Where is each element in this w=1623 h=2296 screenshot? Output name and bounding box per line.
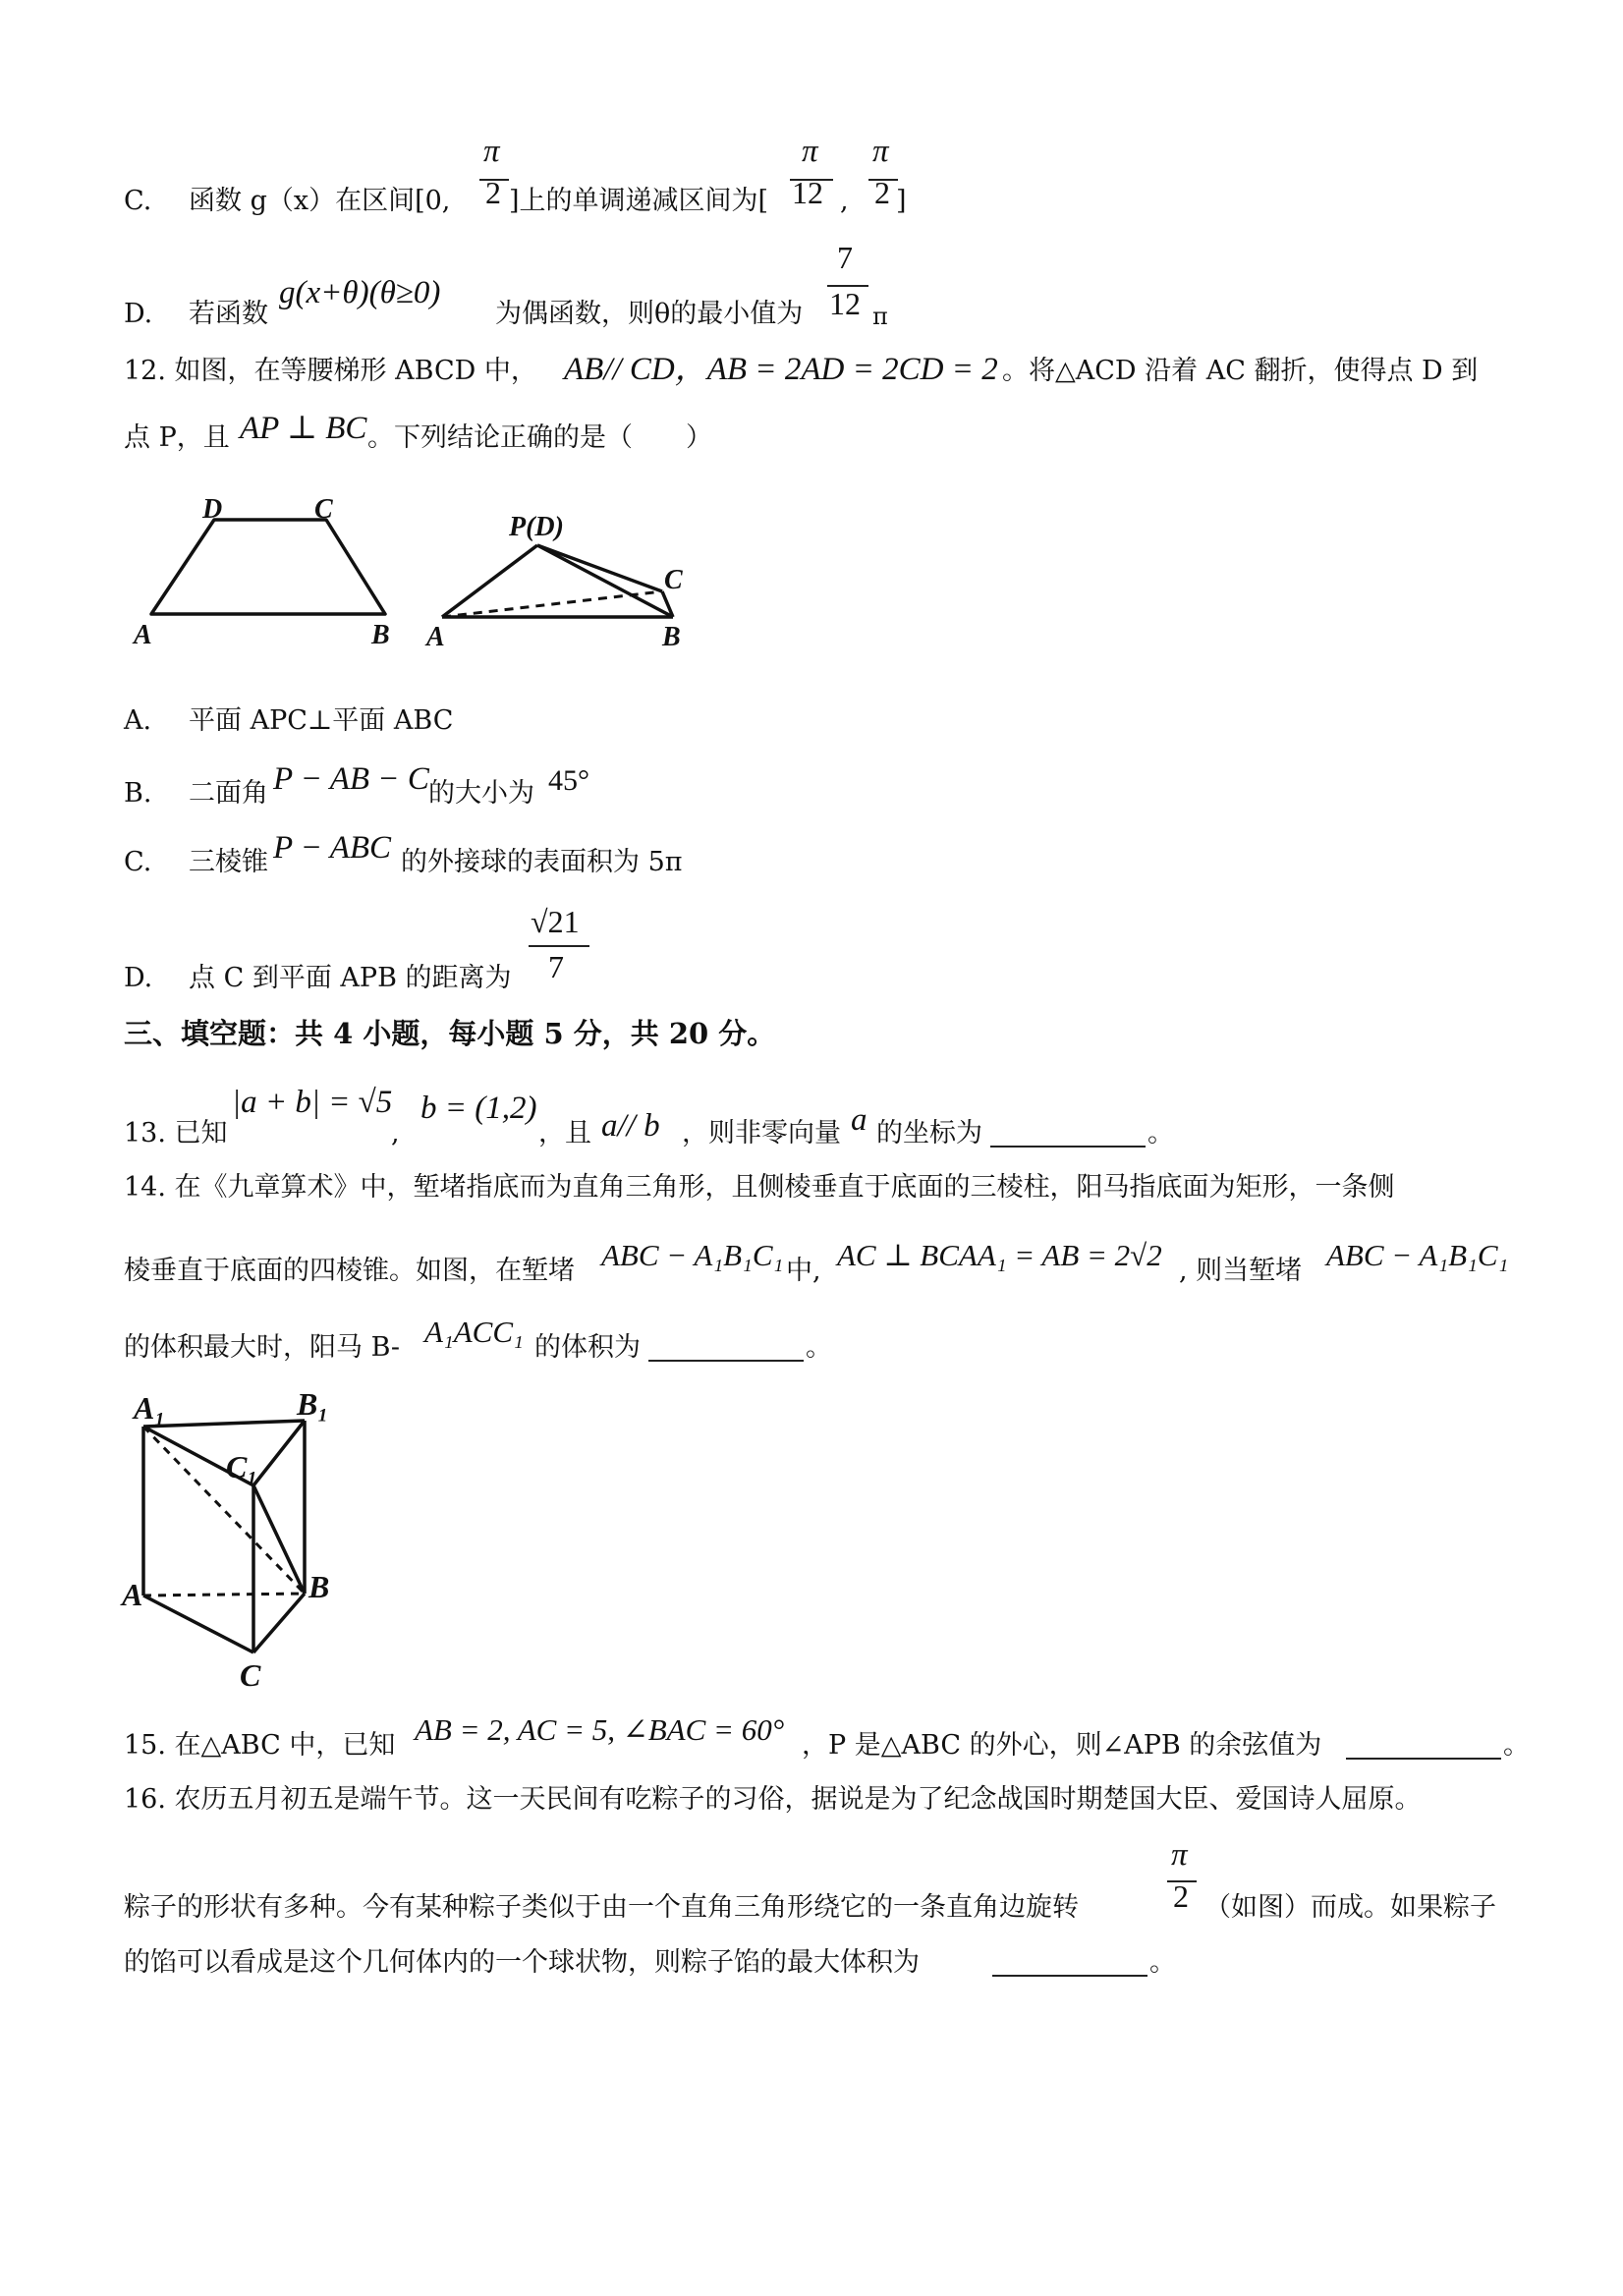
question-text: 棱垂直于底面的四棱锥。如图，在堑堵 — [124, 1256, 575, 1286]
question-text: , 则当堑堵 — [1179, 1256, 1303, 1286]
period: 。 — [1503, 1730, 1530, 1761]
math-expression: ABC − A₁B₁C₁ — [601, 1238, 784, 1272]
fraction-denominator: 7 — [548, 949, 564, 984]
option-text: 平面 APC⊥平面 ABC — [189, 705, 454, 736]
math-expression: a// b — [601, 1108, 660, 1144]
question-text: 14. 在《九章算术》中，堑堵指底而为直角三角形，且侧棱垂直于底面的三棱柱，阳马指底面为矩形，一条侧 — [124, 1172, 1395, 1203]
math-expression: g(x+θ)(θ≥0) — [279, 275, 441, 310]
math-expression: a — [851, 1102, 867, 1138]
answer-blank — [1346, 1758, 1501, 1760]
fig-label-c1: C₁ — [226, 1449, 258, 1484]
pi-symbol: π — [872, 303, 888, 330]
question-text: 粽子的形状有多种。今有某种粽子类似于由一个直角三角形绕它的一条直角边旋转 — [124, 1892, 1079, 1923]
fig-label-c: C — [664, 565, 683, 595]
fig-label-b: B — [662, 622, 681, 652]
period: 。 — [1149, 1947, 1176, 1978]
question-text: 16. 农历五月初五是端午节。这一天民间有吃粽子的习俗，据说是为了纪念战国时期楚国大臣、爱国诗人屈原。 — [124, 1784, 1422, 1815]
fraction-numerator: π — [1171, 1837, 1188, 1873]
math-expression: AC ⊥ BCAA₁ = AB = 2√2 — [837, 1238, 1162, 1272]
angle-value: 45° — [548, 764, 589, 797]
fig-label-d: D — [202, 494, 223, 525]
fraction-numerator: 7 — [837, 240, 853, 275]
fig-label-a: A — [122, 1577, 143, 1612]
period: 。 — [1147, 1118, 1174, 1148]
option-text: 点 C 到平面 APB 的距离为 — [189, 963, 512, 993]
math-expression: ABC − A₁B₁C₁ — [1326, 1238, 1509, 1272]
math-expression: P − AB − C — [273, 761, 429, 797]
option-text: 二面角 — [189, 778, 268, 809]
question-text: ，P 是△ABC 的外心，则∠APB 的余弦值为 — [802, 1730, 1322, 1761]
fig-label-a1: A₁ — [134, 1390, 166, 1426]
section-heading: 三、填空题：共 4 小题，每小题 5 分，共 20 分。 — [124, 1017, 776, 1050]
math-expression: b = (1,2) — [420, 1091, 537, 1126]
fraction-numerator: √21 — [531, 904, 580, 939]
math-expression: AB = 2, AC = 5, ∠BAC = 60° — [415, 1712, 785, 1747]
option-letter: C. — [124, 847, 152, 877]
fraction-numerator: π — [802, 134, 818, 169]
math-expression: |a + b| = √5 — [232, 1085, 393, 1120]
answer-blank — [992, 1975, 1147, 1977]
question-text: 12. 如图，在等腰梯形 ABCD 中， — [124, 356, 537, 386]
question-text: 的体积为 — [534, 1332, 641, 1363]
option-text: ]上的单调递减区间为[ — [509, 186, 769, 216]
question-text: 15. 在△ABC 中，已知 — [124, 1730, 396, 1761]
question-text: ，则非零向量 — [682, 1118, 841, 1148]
option-text: 若函数 — [189, 299, 268, 329]
comma: , — [840, 186, 849, 216]
math-expression: AP ⊥ BC — [240, 411, 367, 446]
answer-blank — [648, 1360, 804, 1362]
option-text: 的外接球的表面积为 5π — [401, 847, 683, 877]
fraction-denominator: 12 — [792, 175, 823, 210]
fig-label-b1: B₁ — [297, 1386, 329, 1422]
question-text: 中, — [786, 1256, 821, 1286]
fraction-denominator: 2 — [485, 175, 501, 210]
fraction-numerator: π — [872, 134, 889, 169]
question-text: 点 P，且 — [124, 422, 230, 453]
question-text: ，且 — [538, 1118, 591, 1148]
math-expression: A₁ACC₁ — [424, 1315, 524, 1349]
fraction-denominator: 2 — [874, 175, 890, 210]
option-letter: D. — [124, 299, 153, 329]
answer-blank — [990, 1146, 1146, 1148]
fig-label-b: B — [371, 620, 390, 650]
bracket: ] — [896, 186, 907, 216]
option-letter: C. — [124, 186, 152, 216]
option-letter: A. — [124, 705, 152, 736]
prism-figure — [122, 1385, 367, 1693]
trapezoid-figure — [128, 496, 413, 653]
fig-label-a: A — [426, 622, 445, 652]
folded-tetrahedron-figure — [422, 506, 707, 663]
fig-label-a: A — [134, 620, 152, 650]
option-text: 三棱锥 — [189, 847, 268, 877]
fraction-denominator: 2 — [1173, 1878, 1189, 1914]
option-letter: B. — [124, 778, 152, 809]
option-letter: D. — [124, 963, 153, 993]
fig-label-p: P(D) — [509, 512, 564, 542]
question-text: 。下列结论正确的是（ ） — [367, 422, 712, 453]
option-text: 为偶函数，则θ的最小值为 — [495, 299, 804, 329]
option-text: 的大小为 — [428, 778, 534, 809]
fig-label-c: C — [240, 1657, 261, 1693]
comma: , — [391, 1118, 400, 1148]
question-text: 的体积最大时，阳马 B- — [124, 1332, 401, 1363]
fraction-denominator: 12 — [829, 286, 861, 321]
question-text: 的馅可以看成是这个几何体内的一个球状物，则粽子馅的最大体积为 — [124, 1947, 920, 1978]
question-text: （如图）而成。如果粽子 — [1204, 1892, 1496, 1923]
math-expression: AB// CD，AB = 2AD = 2CD = 2 — [564, 352, 998, 387]
fig-label-c: C — [314, 494, 333, 525]
fig-label-b: B — [308, 1569, 330, 1604]
option-text: 函数 g（x）在区间[0, — [189, 186, 451, 216]
period: 。 — [806, 1332, 832, 1363]
fraction-bar — [529, 945, 589, 947]
math-expression: P − ABC — [273, 830, 392, 866]
fraction-numerator: π — [483, 134, 500, 169]
question-text: 的坐标为 — [876, 1118, 982, 1148]
question-text: 13. 已知 — [124, 1118, 228, 1148]
question-text: 。将△ACD 沿着 AC 翻折，使得点 D 到 — [1002, 356, 1479, 386]
